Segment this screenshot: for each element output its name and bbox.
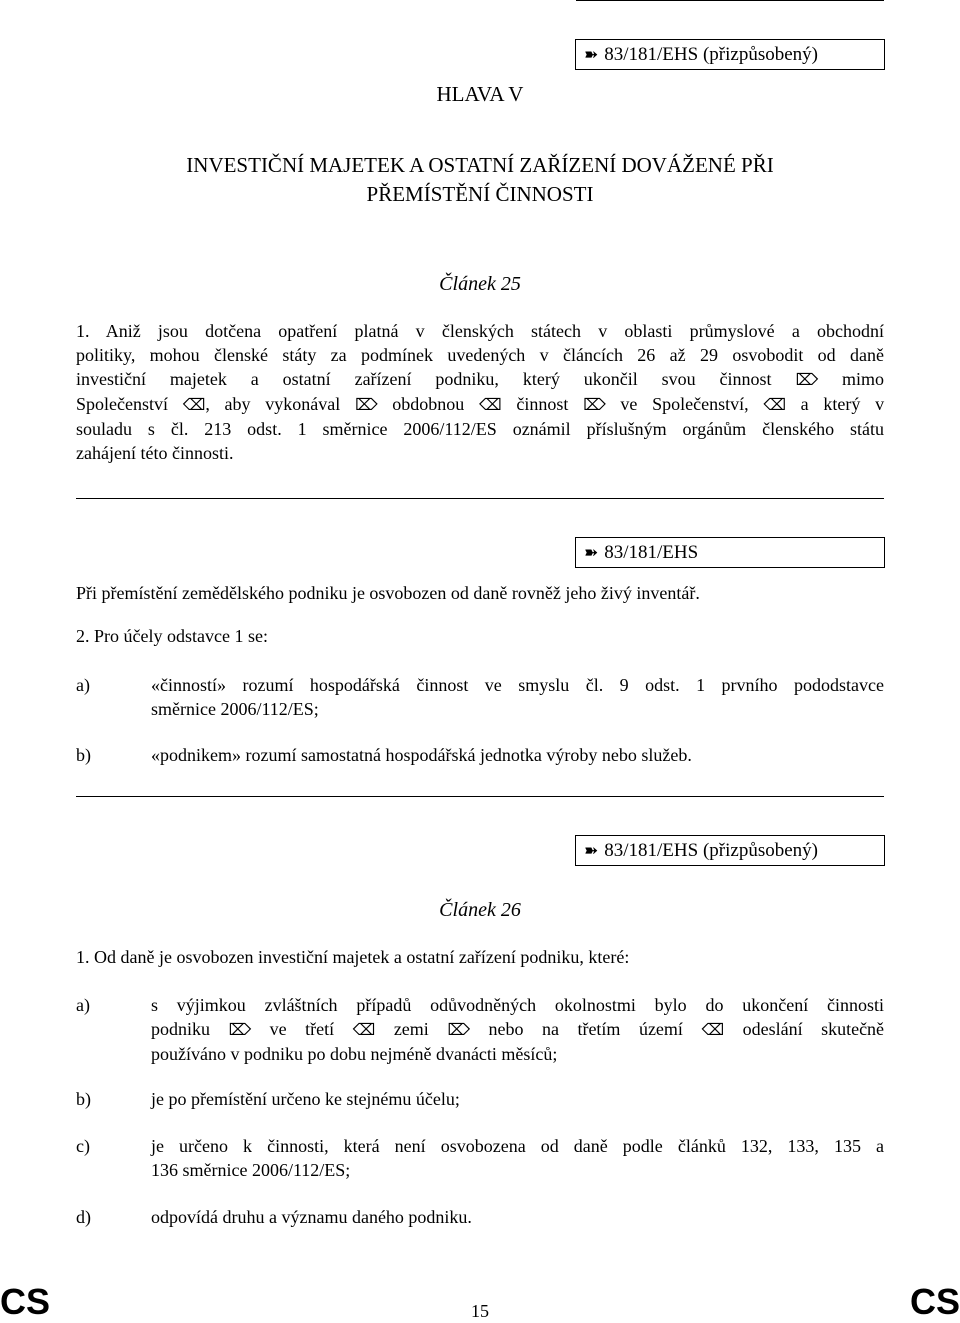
paragraph-line: 1. Aniž jsou dotčena opatření platná v členských státech v oblasti průmyslové a obchodní [76, 321, 884, 341]
language-code-left: CS [0, 1281, 51, 1322]
paragraph-line: politiky, mohou členské státy za podmínek uvedených v článcích 26 až 29 osvobodit od daně [76, 345, 884, 365]
list-item-text [151, 743, 884, 767]
list-item-line: je po přemístění určeno ke stejnému účelu; [151, 1089, 460, 1109]
insert-end-icon: ⌫ [701, 1020, 725, 1039]
insert-start-icon: ⌦ [228, 1020, 252, 1039]
article-25-title: Článek 25 [439, 273, 521, 295]
text-segment: zemi [393, 1019, 429, 1039]
article-26-intro: 1. Od daně je osvobozen investiční majetek a ostatní zařízení podniku, které: [76, 947, 630, 967]
livestock-note: Při přemístění zemědělského podniku je osvobozen od daně rovněž jeho živý inventář. [76, 583, 700, 603]
list-item-label: c) [76, 1136, 90, 1156]
list-item-line: je určeno k činnosti, která není osvobozena od daně podle článků 132, 133, 135 a [151, 1136, 884, 1156]
list-item-line: směrnice 2006/112/ES; [151, 699, 319, 719]
text-segment: mimo [842, 369, 885, 389]
insert-end-icon: ⌫ [479, 395, 502, 414]
insert-start-icon: ⌦ [354, 395, 378, 414]
text-segment: ve Společenství, [620, 394, 749, 414]
top-rule [576, 0, 884, 1]
paragraph-line: zahájení této činnosti. [76, 443, 234, 463]
list-item-label: d) [76, 1207, 91, 1227]
source-reference-box-mid [575, 537, 885, 568]
source-reference-label: 83/181/EHS (přizpůsobený) [604, 44, 818, 65]
section-separator [76, 498, 884, 499]
chapter-title-line1: INVESTIČNÍ MAJETEK A OSTATNÍ ZAŘÍZENÍ DOVÁŽENÉ PŘI [186, 153, 774, 177]
paragraph-line [76, 367, 884, 392]
list-item-label: b) [76, 1089, 91, 1109]
down-arrow-icon: ➽ [584, 45, 599, 65]
text-segment: odeslání skutečně [742, 1019, 885, 1039]
article-26-title: Článek 26 [439, 899, 521, 921]
language-code-right: CS [909, 1281, 960, 1322]
text-segment: a který v [800, 394, 885, 414]
text-segment: podniku [151, 1019, 211, 1039]
list-item-line: «podnikem» rozumí samostatná hospodářská jednotka výroby nebo služeb. [151, 745, 692, 765]
text-segment: ve třetí [269, 1019, 335, 1039]
source-reference-label: 83/181/EHS [604, 542, 699, 563]
list-item-line: 136 směrnice 2006/112/ES; [151, 1160, 351, 1180]
insert-end-icon: ⌫ [763, 395, 786, 414]
list-item-text [151, 993, 884, 1066]
chapter-title-line2: PŘEMÍSTĚNÍ ČINNOSTI [366, 182, 594, 206]
insert-start-icon: ⌦ [583, 395, 606, 414]
text-segment: nebo na třetím území [488, 1019, 683, 1039]
chapter-heading: HLAVA V [436, 82, 524, 106]
list-item-line: s výjimkou zvláštních případů odůvodněných okolnostmi bylo do ukončení činnosti [151, 995, 884, 1015]
list-item-line: odpovídá druhu a významu daného podniku. [151, 1207, 472, 1227]
insert-end-icon: ⌫ [182, 395, 206, 414]
list-item-text [151, 673, 884, 721]
insert-end-icon: ⌫ [352, 1020, 376, 1039]
article-25-paragraph-1 [76, 319, 884, 465]
list-item-label: a) [76, 675, 90, 695]
list-item-text [151, 1205, 884, 1229]
text-segment: obdobnou [392, 394, 465, 414]
source-reference-label: 83/181/EHS (přizpůsobený) [604, 840, 818, 861]
list-item-line: používáno v podniku po dobu nejméně dvanácti měsíců; [151, 1044, 558, 1064]
list-item-line [151, 1017, 884, 1042]
list-item-text [151, 1134, 884, 1182]
list-item-label: a) [76, 995, 90, 1015]
down-arrow-icon: ➽ [584, 543, 599, 563]
down-arrow-icon: ➽ [584, 841, 599, 861]
insert-start-icon: ⌦ [447, 1020, 470, 1039]
source-reference-box-top [575, 39, 885, 70]
text-segment: Společenství [76, 394, 168, 414]
text-segment: investiční majetek a ostatní zařízení podniku, který ukončil svou činnost [76, 369, 772, 389]
text-segment: , aby vykonával [205, 394, 341, 414]
paragraph-2-intro: 2. Pro účely odstavce 1 se: [76, 626, 268, 646]
paragraph-line: souladu s čl. 213 odst. 1 směrnice 2006/112/ES oznámil příslušným orgánům členského státu [76, 419, 884, 439]
insert-start-icon: ⌦ [795, 370, 819, 389]
source-reference-box-bottom [575, 835, 885, 866]
paragraph-line [76, 392, 884, 417]
list-item-text [151, 1087, 884, 1111]
page-number: 15 [471, 1301, 489, 1321]
text-segment: činnost [516, 394, 569, 414]
section-separator [76, 796, 884, 797]
list-item-line: «činností» rozumí hospodářská činnost ve smyslu čl. 9 odst. 1 prvního pododstavce [151, 675, 884, 695]
list-item-label: b) [76, 745, 91, 765]
